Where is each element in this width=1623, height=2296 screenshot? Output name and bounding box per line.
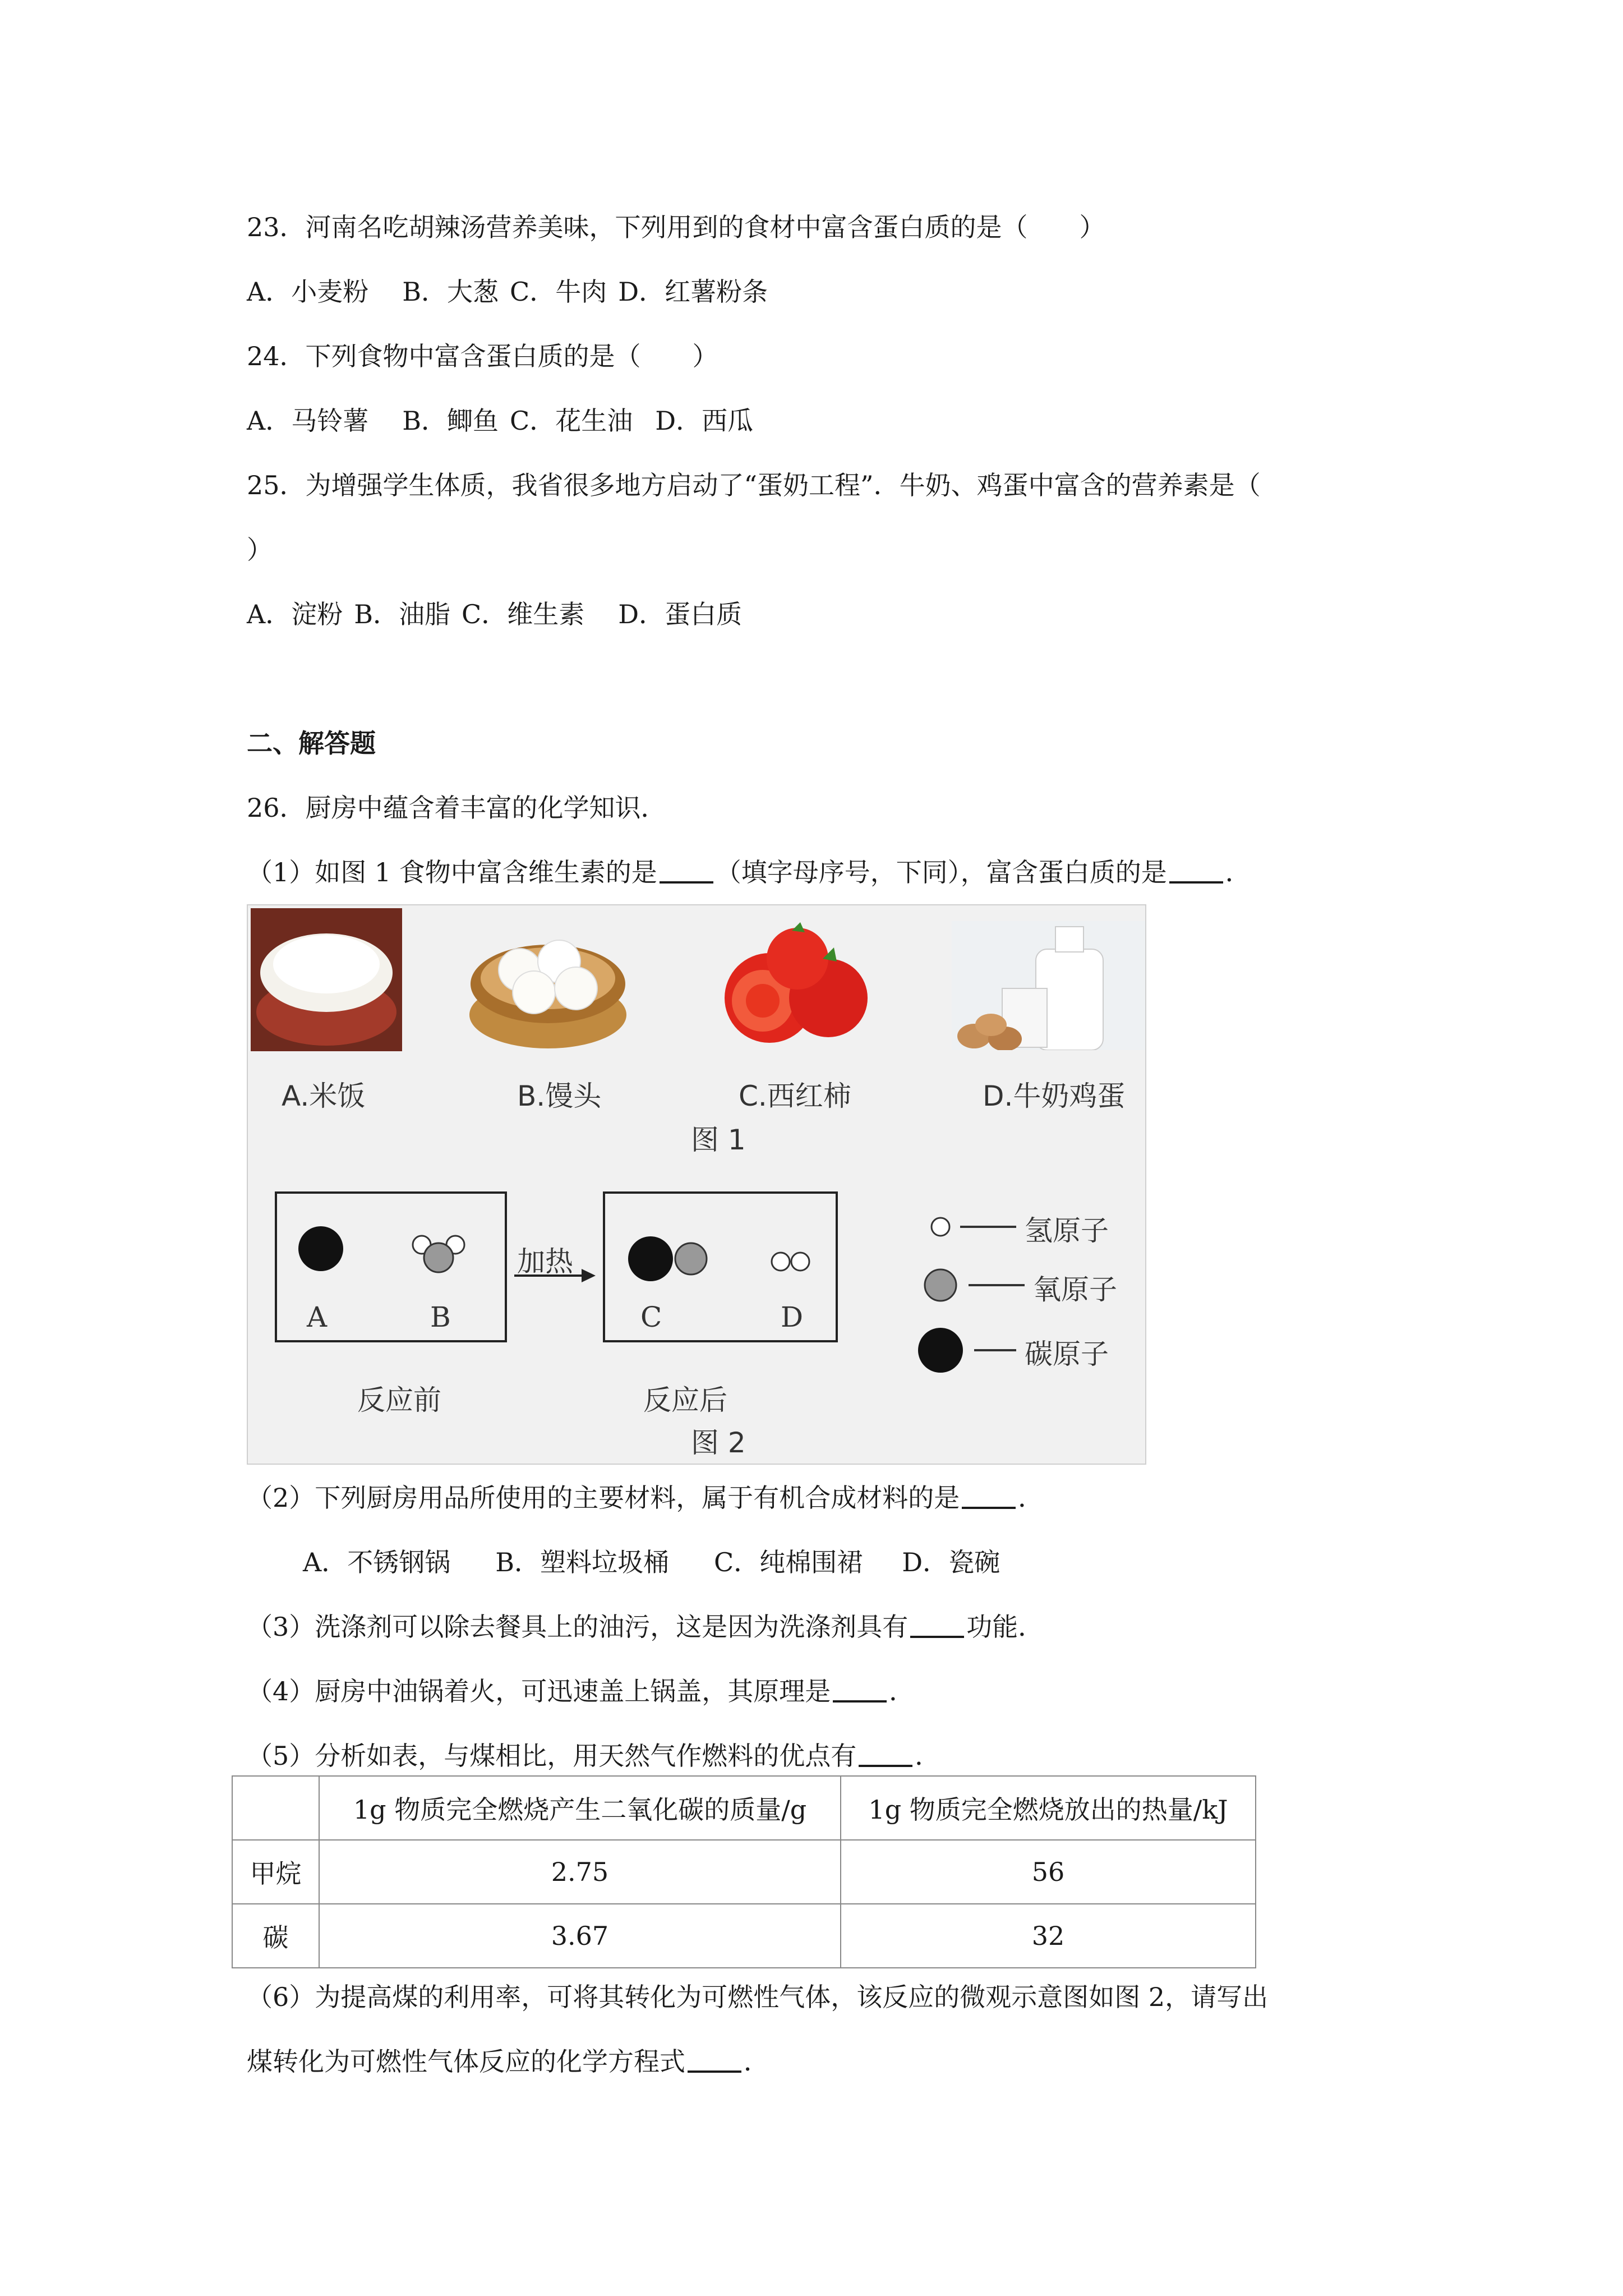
fig1-label-b: B.馒头 <box>517 1080 602 1112</box>
q26-p2-option-c[interactable]: C．纯棉围裙 <box>714 1547 863 1577</box>
table-cell: 碳 <box>232 1904 319 1968</box>
q23-option-b[interactable]: B．大葱 <box>402 277 499 307</box>
legend-carbon: 碳原子 <box>1025 1338 1109 1370</box>
q26-part5-text: （5）分析如表，与煤相比，用天然气作燃料的优点有 <box>247 1741 857 1771</box>
q25-options <box>247 597 776 631</box>
legend-oxygen: 氧原子 <box>1033 1273 1117 1306</box>
q24-option-a[interactable]: A．马铃薯 <box>247 406 369 436</box>
fig2-label-c: C <box>640 1301 662 1333</box>
q23-options <box>247 275 801 309</box>
fig2-after-caption: 反应后 <box>643 1384 727 1416</box>
table-cell: 32 <box>841 1904 1256 1968</box>
q23-stem: 23．河南名吃胡辣汤营养美味，下列用到的食材中富含蛋白质的是（ ） <box>247 212 1105 242</box>
table-header-cell: 1g 物质完全燃烧产生二氧化碳的质量/g <box>319 1776 841 1840</box>
fig2-label-a: A <box>307 1301 328 1333</box>
q24-option-d[interactable]: D．西瓜 <box>655 406 754 436</box>
q23-option-c[interactable]: C．牛肉 <box>510 277 607 307</box>
table-cell: 3.67 <box>319 1904 841 1968</box>
fig2-caption: 图 2 <box>691 1427 746 1459</box>
q26-part1-text-a: （1）如图 1 食物中富含维生素的是 <box>247 857 657 887</box>
fig2-arrow-label: 加热 <box>517 1245 573 1278</box>
answer-blank[interactable] <box>1169 859 1223 884</box>
q26-part1-text-c: ． <box>1225 857 1251 887</box>
answer-blank[interactable] <box>962 1484 1016 1509</box>
q26-part3-text: （3）洗涤剂可以除去餐具上的油污，这是因为洗涤剂具有 <box>247 1612 909 1642</box>
combustion-table <box>232 1775 1256 1968</box>
q25-option-a[interactable]: A．淀粉 <box>247 599 343 629</box>
table-cell: 2.75 <box>319 1840 841 1904</box>
q25-option-d[interactable]: D．蛋白质 <box>618 599 743 629</box>
fig1-label-a: A.米饭 <box>282 1080 366 1112</box>
answer-blank[interactable] <box>688 2048 741 2073</box>
q26-part3 <box>247 1610 1044 1644</box>
q25-stem-cont: ） <box>247 535 273 565</box>
q24-option-c[interactable]: C．花生油 <box>510 406 633 436</box>
q25-option-b[interactable]: B．油脂 <box>354 599 451 629</box>
q26-part2-text: （2）下列厨房用品所使用的主要材料，属于有机合成材料的是 <box>247 1483 960 1513</box>
q24-option-b[interactable]: B．鲫鱼 <box>402 406 499 436</box>
q26-part4-text: （4）厨房中油锅着火，可迅速盖上锅盖，其原理是 <box>247 1676 831 1706</box>
fig1-label-d: D.牛奶鸡蛋 <box>983 1080 1126 1112</box>
q26-part4 <box>247 1674 915 1708</box>
q26-part5 <box>247 1739 940 1773</box>
q25-option-c[interactable]: C．维生素 <box>462 599 585 629</box>
q26-part1-text-b: （填字母序号，下同），富含蛋白质的是 <box>715 857 1167 887</box>
q26-part2-options <box>303 1545 1034 1579</box>
q26-part4-end: ． <box>889 1676 915 1706</box>
q26-part6: （6）为提高煤的利用率，可将其转化为可燃性气体，该反应的微观示意图如图 2，请写出 <box>247 1982 1269 2012</box>
table-cell: 甲烷 <box>232 1840 319 1904</box>
q26-stem: 26．厨房中蕴含着丰富的化学知识． <box>247 793 667 823</box>
q26-p2-option-b[interactable]: B．塑料垃圾桶 <box>495 1547 670 1577</box>
q23-option-d[interactable]: D．红薯粉条 <box>618 277 768 307</box>
table-header-row <box>232 1776 1256 1840</box>
legend-hydrogen: 氢原子 <box>1025 1214 1109 1247</box>
q26-part2 <box>247 1481 1044 1515</box>
fig2-before-caption: 反应前 <box>357 1384 441 1416</box>
q26-part6-cont <box>247 2045 769 2078</box>
table-header-cell <box>232 1776 319 1840</box>
q26-part3-end: 功能． <box>966 1612 1044 1642</box>
q26-part6-end: ． <box>744 2046 769 2077</box>
q26-part6-text: 煤转化为可燃性气体反应的化学方程式 <box>247 2046 685 2077</box>
table-row <box>232 1840 1256 1904</box>
fig2-label-d: D <box>781 1301 804 1333</box>
q24-stem: 24．下列食物中富含蛋白质的是（ ） <box>247 341 718 371</box>
q26-part5-end: ． <box>915 1741 941 1771</box>
figure-panel <box>247 904 1146 1465</box>
answer-blank[interactable] <box>910 1613 964 1638</box>
table-header-cell: 1g 物质完全燃烧放出的热量/kJ <box>841 1776 1256 1840</box>
q26-part2-end: ． <box>1018 1483 1044 1513</box>
q26-p2-option-a[interactable]: A．不锈钢锅 <box>303 1547 451 1577</box>
table-cell: 56 <box>841 1840 1256 1904</box>
answer-blank[interactable] <box>833 1678 887 1703</box>
q26-p2-option-d[interactable]: D．瓷碗 <box>902 1547 1000 1577</box>
answer-blank[interactable] <box>660 859 713 884</box>
q26-part1 <box>247 855 1251 889</box>
q25-stem: 25．为增强学生体质，我省很多地方启动了“蛋奶工程”．牛奶、鸡蛋中富含的营养素是（ <box>247 470 1261 500</box>
q24-options <box>247 404 787 438</box>
q23-option-a[interactable]: A．小麦粉 <box>247 277 369 307</box>
fig1-label-c: C.西红柿 <box>739 1080 851 1112</box>
table-row <box>232 1904 1256 1968</box>
fig1-caption: 图 1 <box>691 1124 746 1156</box>
section-heading: 二、解答题 <box>247 728 376 758</box>
answer-blank[interactable] <box>859 1742 912 1767</box>
fig2-label-b: B <box>430 1301 451 1333</box>
